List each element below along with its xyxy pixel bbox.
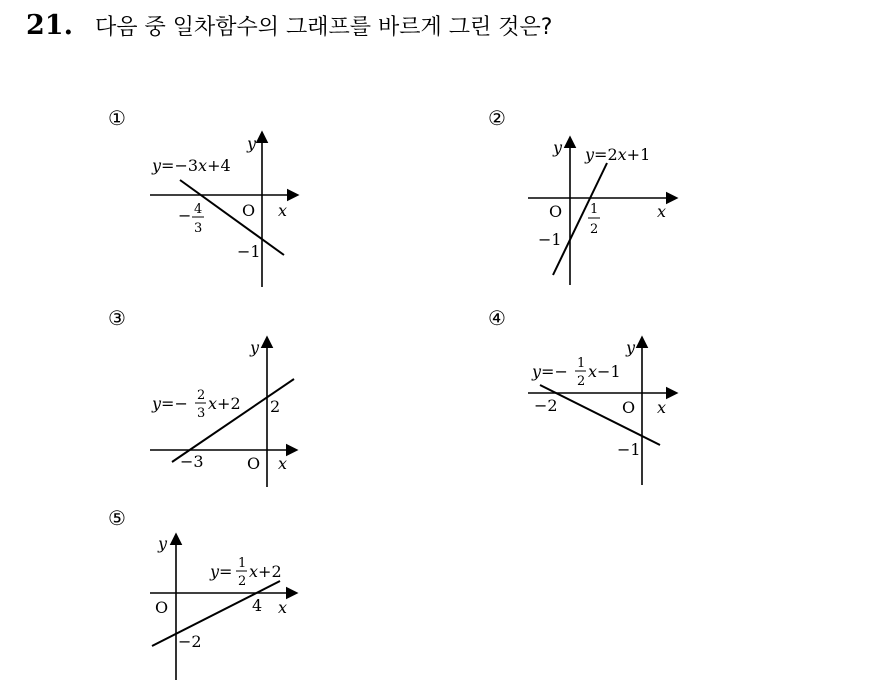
question-text: 다음 중 일차함수의 그래프를 바르게 그린 것은?	[94, 15, 553, 40]
origin-label: O	[242, 201, 256, 220]
y-intercept-label: −1	[617, 440, 641, 459]
choice-2[interactable]	[480, 105, 700, 295]
equation-frac-numerator: 2	[197, 388, 206, 403]
y-intercept-label: −1	[237, 242, 261, 261]
equation-label: y=	[210, 562, 233, 581]
choice-4-graph	[480, 305, 700, 495]
x-intercept-label: −3	[180, 452, 204, 471]
choice-1-graph	[100, 105, 320, 295]
choice-5-graph	[100, 505, 320, 683]
axis-x-label: x	[657, 398, 667, 417]
y-intercept-label: −2	[178, 632, 202, 651]
axis-x-label: x	[278, 201, 288, 220]
equation-label: y=−3x+4	[152, 156, 231, 175]
choice-1-marker: ①	[108, 106, 126, 130]
origin-label: O	[247, 454, 261, 473]
equation-rest: x−1	[588, 362, 621, 381]
axis-x-label: x	[278, 454, 288, 473]
origin-label: O	[155, 598, 169, 617]
origin-label: O	[622, 398, 636, 417]
choice-3[interactable]	[100, 305, 320, 495]
choice-5-marker: ⑤	[108, 506, 126, 530]
equation-rest: x+2	[208, 394, 241, 413]
x-intercept-numerator: 1	[590, 202, 599, 217]
axis-y-label: y	[553, 138, 563, 157]
equation-label: y=2x+1	[585, 145, 651, 164]
equation-frac-numerator: 1	[238, 556, 247, 571]
x-intercept-sign: −	[178, 206, 192, 225]
origin-label: O	[549, 202, 563, 221]
equation-label: y=−	[532, 362, 568, 381]
axis-x-label: x	[657, 202, 667, 221]
choice-5[interactable]	[100, 505, 320, 683]
axis-y-label: y	[158, 534, 168, 553]
question-header	[26, 10, 552, 50]
equation-frac-denominator: 3	[197, 406, 206, 421]
x-intercept-numerator: 4	[194, 202, 203, 217]
choice-4-marker: ④	[488, 306, 506, 330]
choice-2-graph	[480, 105, 700, 295]
x-intercept-denominator: 2	[590, 222, 599, 237]
equation-frac-numerator: 1	[577, 356, 586, 371]
y-intercept-label: −1	[538, 230, 562, 249]
question-number: 21.	[26, 10, 73, 41]
x-intercept-denominator: 3	[194, 221, 203, 236]
axis-y-label: y	[250, 338, 260, 357]
equation-frac-denominator: 2	[238, 574, 247, 589]
y-intercept-label: 2	[270, 397, 281, 416]
choice-3-marker: ③	[108, 306, 126, 330]
choice-3-graph	[100, 305, 320, 495]
equation-rest: x+2	[249, 562, 282, 581]
x-intercept-label: 4	[252, 596, 263, 615]
axis-y-label: y	[247, 134, 257, 153]
choice-2-marker: ②	[488, 106, 506, 130]
choice-1[interactable]	[100, 105, 320, 295]
x-intercept-label: −2	[534, 396, 558, 415]
equation-label: y=−	[152, 394, 188, 413]
equation-frac-denominator: 2	[577, 374, 586, 389]
axis-x-label: x	[278, 598, 288, 617]
axis-y-label: y	[626, 338, 636, 357]
choice-4[interactable]	[480, 305, 700, 495]
